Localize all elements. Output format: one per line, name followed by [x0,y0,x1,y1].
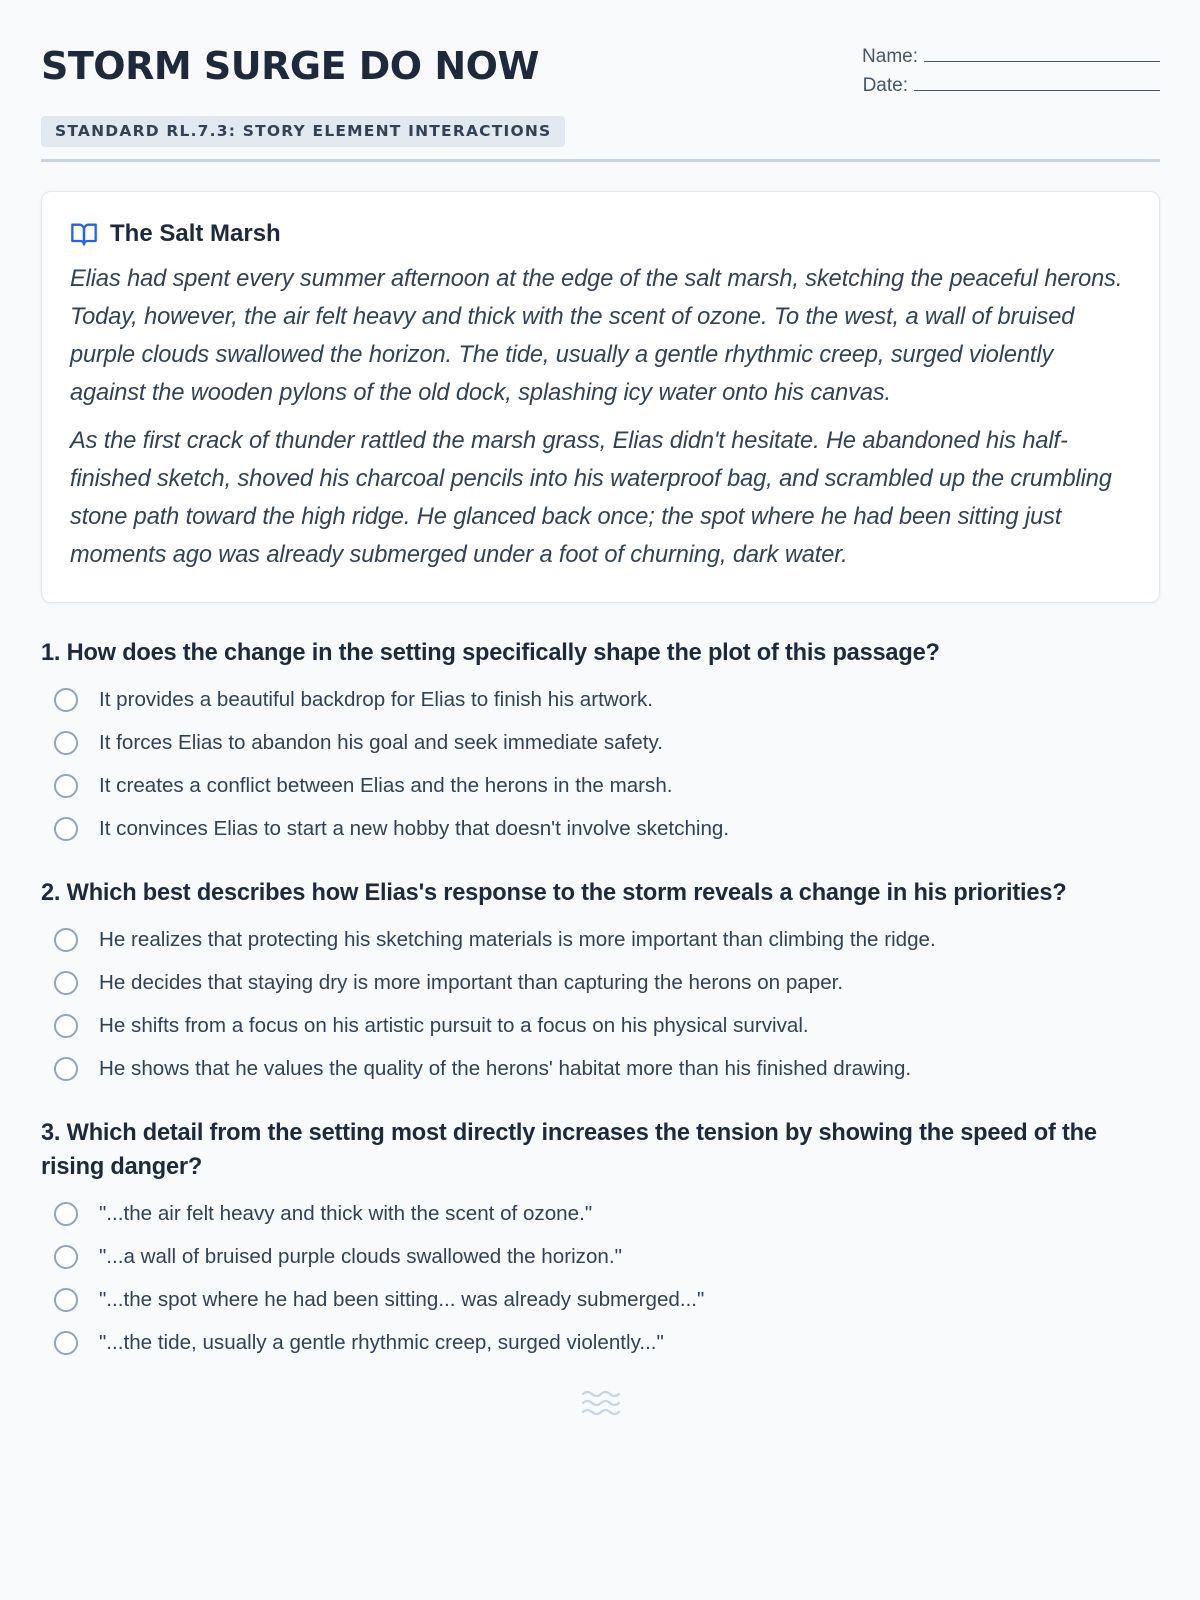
answer-options [41,1192,1160,1364]
radio-button[interactable] [54,1202,78,1226]
answer-label: He realizes that protecting his sketching materials is more important than climbing the ridge. [99,927,936,951]
date-field[interactable] [914,70,1160,91]
answer-label: "...the tide, usually a gentle rhythmic creep, surged violently..." [99,1330,664,1354]
name-field[interactable] [924,41,1160,62]
waves-icon [581,1388,621,1418]
answer-options [41,678,1160,850]
radio-button[interactable] [54,774,78,798]
question-3 [41,1116,1160,1364]
book-open-icon [70,220,98,248]
question-text: 3. Which detail from the setting most directly increases the tension by showing the speed of the rising danger? [41,1120,1097,1180]
radio-button[interactable] [54,817,78,841]
answer-option[interactable] [41,1235,1160,1278]
question-text: 1. How does the change in the setting specifically shape the plot of this passage? [41,640,940,666]
answer-option[interactable] [41,1192,1160,1235]
question-2 [41,876,1160,1090]
passage-title: The Salt Marsh [110,220,281,247]
radio-button[interactable] [54,1057,78,1081]
answer-options [41,918,1160,1090]
date-label: Date: [862,75,908,96]
answer-label: It provides a beautiful backdrop for Elias to finish his artwork. [99,687,654,711]
name-date-block [862,41,1160,99]
answer-label: It convinces Elias to start a new hobby that doesn't involve sketching. [99,816,730,840]
answer-option[interactable] [41,961,1160,1004]
answer-option[interactable] [41,678,1160,721]
name-line [862,41,1160,70]
worksheet-header [41,0,1160,162]
answer-option[interactable] [41,1278,1160,1321]
passage-paragraph: As the first crack of thunder rattled the marsh grass, Elias didn't hesitate. He abandoned his half-finished sketch, shoved his charcoal pencils into his waterproof bag, and scrambled up the crumbling stone path toward the high ridge. He glanced back once; the spot where he had been sitting just moments ago was already submerged under a foot of churning, dark water. [70,428,1112,568]
radio-button[interactable] [54,1014,78,1038]
question-1 [41,636,1160,850]
worksheet-page [41,0,1160,1354]
radio-button[interactable] [54,688,78,712]
name-label: Name: [862,46,918,67]
answer-label: He shows that he values the quality of the herons' habitat more than his finished drawing. [99,1056,912,1080]
passage-card [41,191,1160,603]
question-text: 2. Which best describes how Elias's response to the storm reveals a change in his priorities? [41,880,1067,906]
answer-option[interactable] [41,807,1160,850]
date-line [862,70,1160,99]
passage-paragraph: Elias had spent every summer afternoon at the edge of the salt marsh, sketching the peaceful herons. Today, however, the air felt heavy and thick with the scent of ozone. To the west, a wall of bruised purple clouds swallowed the horizon. The tide, usually a gentle rhythmic creep, surged violently against the wooden pylons of the old dock, splashing icy water onto his canvas. [70,266,1123,406]
answer-label: He shifts from a focus on his artistic pursuit to a focus on his physical survival. [99,1013,809,1037]
answer-option[interactable] [41,1047,1160,1090]
answer-label: It forces Elias to abandon his goal and seek immediate safety. [99,730,663,754]
passage-header [70,216,1131,252]
worksheet-title: STORM SURGE DO NOW [41,44,539,88]
answer-option[interactable] [41,1321,1160,1364]
standard-badge: STANDARD RL.7.3: STORY ELEMENT INTERACTIONS [41,116,565,147]
answer-option[interactable] [41,764,1160,807]
answer-option[interactable] [41,721,1160,764]
radio-button[interactable] [54,731,78,755]
answer-option[interactable] [41,918,1160,961]
answer-label: It creates a conflict between Elias and the herons in the marsh. [99,773,673,797]
radio-button[interactable] [54,1245,78,1269]
radio-button[interactable] [54,928,78,952]
radio-button[interactable] [54,971,78,995]
answer-label: "...the air felt heavy and thick with the scent of ozone." [99,1201,593,1225]
radio-button[interactable] [54,1288,78,1312]
answer-label: "...a wall of bruised purple clouds swallowed the horizon." [99,1244,622,1268]
answer-option[interactable] [41,1004,1160,1047]
answer-label: He decides that staying dry is more important than capturing the herons on paper. [99,970,844,994]
answer-label: "...the spot where he had been sitting... was already submerged..." [99,1287,705,1311]
radio-button[interactable] [54,1331,78,1355]
